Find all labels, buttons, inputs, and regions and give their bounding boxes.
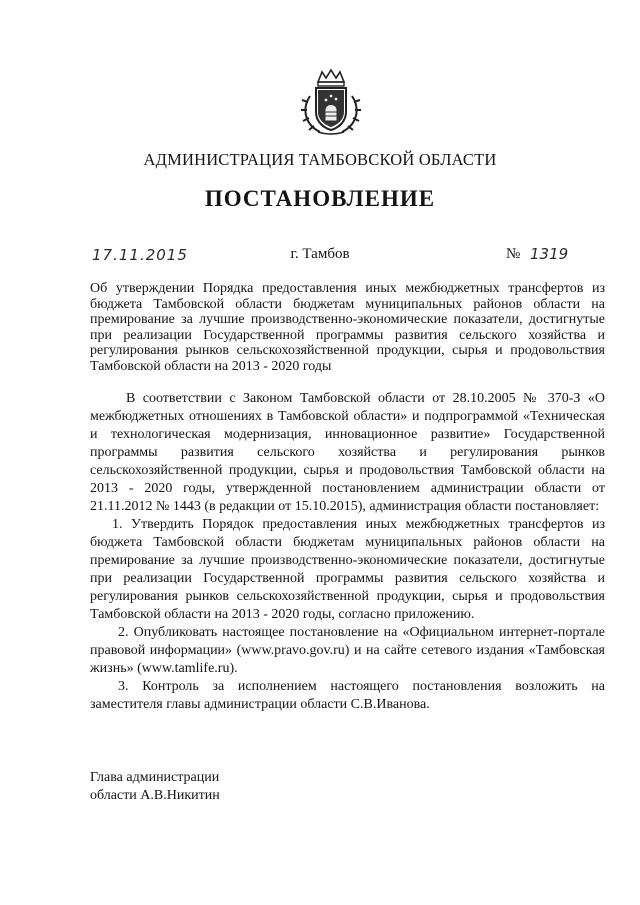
signatory-position: Глава администрации [90, 770, 220, 785]
resolution-item-2: 2. Опубликовать настоящее постановление на «Официальном интернет-портале правовой информации» (www.pravo.gov.ru) и на сайте сетевого издания «Тамбовская жизнь» (www.tamlife.ru). [90, 625, 605, 676]
signature-block [90, 769, 220, 805]
document-number-label: № [506, 246, 521, 262]
city-name: г. Тамбов [290, 246, 350, 262]
handwritten-date: 17.11.2015 [92, 246, 188, 264]
resolution-item-3: 3. Контроль за исполнением настоящего постановления возложить на заместителя главы администрации области С.В.Иванова. [90, 679, 605, 712]
preamble-paragraph: В соответствии с Законом Тамбовской области от 28.10.2005 № 370-З «О межбюджетных отношениях в Тамбовской области» и подпрограммой «Техническая и технологическая модернизация, инновационное развитие» Государственной программы развития сельского хозяйства и регулирования рынков сельскохозяйственной продукции, сырья и продовольствия Тамбовской области на 2013 - 2020 годы, утвержденной постановлением администрации области от 21.11.2012 № 1443 (в редакции от 15.10.2015), администрация области постановляет: [90, 391, 605, 514]
document-body [90, 390, 605, 714]
signatory-name: области А.В.Никитин [90, 788, 220, 803]
coat-of-arms-icon [296, 68, 366, 136]
organization-name: АДМИНИСТРАЦИЯ ТАМБОВСКОЙ ОБЛАСТИ [143, 150, 497, 169]
document-type-title: ПОСТАНОВЛЕНИЕ [204, 186, 436, 211]
resolution-item-1: 1. Утвердить Порядок предоставления иных межбюджетных трансфертов из бюджета Тамбовской области бюджетам муниципальных районов области на премирование за лучшие производственно-экономические показатели, достигнутые при реализации Государственной программы развития сельского хозяйства и регулирования рынков сельскохозяйственной продукции, сырья и продовольствия Тамбовской области на 2013 - 2020 годы, согласно приложению. [90, 517, 605, 622]
document-subject: Об утверждении Порядка предоставления иных межбюджетных трансфертов из бюджета Тамбовской области бюджетам муниципальных районов области на премирование за лучшие производственно-экономические показатели, достигнутые при реализации Государственной программы развития сельского хозяйства и регулирования рынков сельскохозяйственной продукции, сырья и продовольствия Тамбовской области на 2013 - 2020 годы [90, 281, 605, 374]
handwritten-document-number: 1319 [530, 245, 569, 263]
